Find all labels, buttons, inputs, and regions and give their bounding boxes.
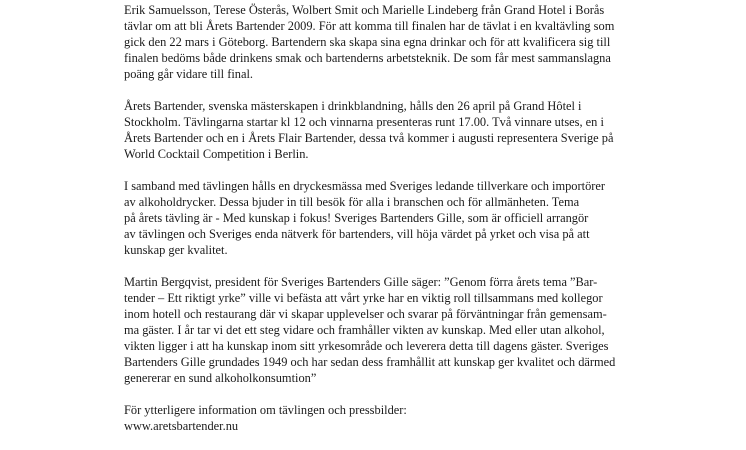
text-line: Bartenders Gille grundades 1949 och har sedan dess framhållit att kunskap ger kvalitet och därmed (124, 355, 616, 369)
text-line: av alkoholdrycker. Dessa bjuder in till besök för alla i branschen och för allmänheten. Tema (124, 195, 580, 209)
text-line: Erik Samuelsson, Terese Österås, Wolbert Smit och Marielle Lindeberg från Grand Hotel i Borås (124, 3, 605, 17)
paragraph-event-details (124, 98, 724, 162)
text-line: Årets Bartender och en i Årets Flair Bartender, dessa två kommer i augusti representera Sverige på (124, 131, 614, 145)
text-line: ma gäster. I år tar vi det ett steg vidare och framhåller vikten av kunskap. Med eller utan alkohol, (124, 323, 605, 337)
text-line: tävlar om att bli Årets Bartender 2009. För att komma till finalen har de tävlat i en kvaltävling som (124, 19, 615, 33)
paragraph-finalists (124, 2, 724, 82)
paragraph-trade-fair (124, 178, 724, 258)
text-line: Martin Bergqvist, president för Sveriges Bartenders Gille säger: ”Genom förra årets tema ”Bar- (124, 275, 598, 289)
text-line: inom hotell och restaurang där vi skapar upplevelser och svarar på förväntningar från gemensam- (124, 307, 607, 321)
text-line: kunskap ger kvalitet. (124, 243, 228, 257)
paragraph-more-info (124, 402, 724, 434)
text-line: finalen bedöms både drinkens smak och bartenderns arbetsteknik. De som får mest sammanslagna (124, 51, 611, 65)
paragraph-president-quote (124, 274, 724, 386)
text-line: Stockholm. Tävlingarna startar kl 12 och vinnarna presenteras runt 17.00. Två vinnare utses, en i (124, 115, 604, 129)
website-link[interactable]: www.aretsbartender.nu (124, 419, 239, 433)
text-line: tender – Ett riktigt yrke” ville vi befästa att vårt yrke har en viktig roll tillsammans med kollegor (124, 291, 603, 305)
text-line: poäng går vidare till final. (124, 67, 254, 81)
text-line: I samband med tävlingen hålls en dryckesmässa med Sveriges ledande tillverkare och importörer (124, 179, 606, 193)
press-release-body (124, 2, 724, 450)
text-line: Årets Bartender, svenska mästerskapen i drinkblandning, hålls den 26 april på Grand Hôtel i (124, 99, 582, 113)
text-line: För ytterligere information om tävlingen och pressbilder: (124, 403, 407, 417)
text-line: genererar en sund alkoholkonsumtion” (124, 371, 317, 385)
text-line: gick den 22 mars i Göteborg. Bartendern ska skapa sina egna drinkar och för att kvalificera sig till (124, 35, 611, 49)
text-line: på årets tävling är - Med kunskap i fokus! Sveriges Bartenders Gille, som är officiell arrangör (124, 211, 589, 225)
text-line: av tävlingen och Sveriges enda nätverk för bartenders, vill höja värdet på yrket och visa på att (124, 227, 590, 241)
text-line: World Cocktail Competition i Berlin. (124, 147, 309, 161)
text-line: vikten ligger i att ha kunskap inom sitt yrkesområde och leverera detta till dagens gäster. Sveriges (124, 339, 609, 353)
